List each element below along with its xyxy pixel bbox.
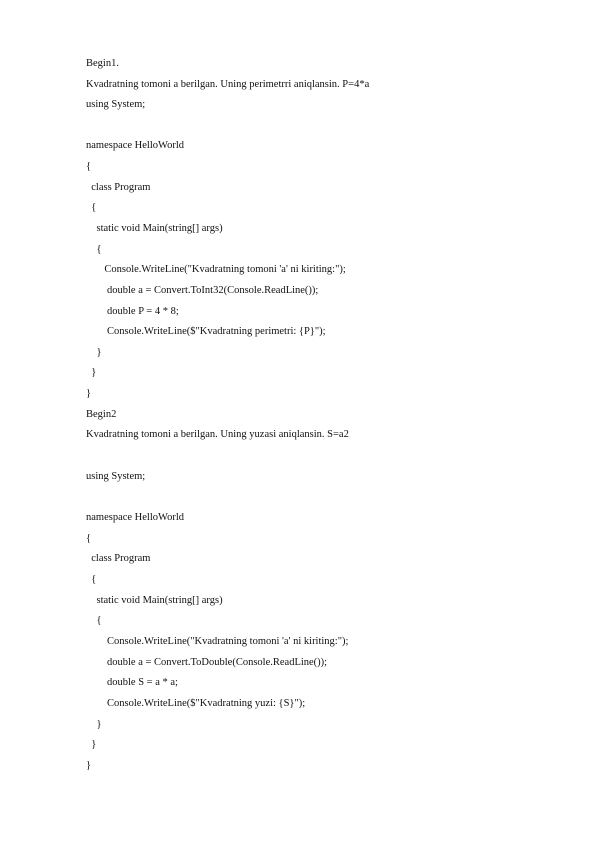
code-line: Console.WriteLine("Kvadratning tomoni 'a' ni kiriting:"); <box>86 264 346 275</box>
code-line: Console.WriteLine($"Kvadratning yuzi: {S}"); <box>86 698 306 709</box>
code-line: Console.WriteLine("Kvadratning tomoni 'a' ni kiriting:"); <box>86 636 349 647</box>
code-line: using System; <box>86 99 146 110</box>
code-line: { <box>86 202 97 213</box>
code-line: } <box>86 347 102 358</box>
code-line: class Program <box>86 553 151 564</box>
code-line: { <box>86 244 102 255</box>
code-line: double P = 4 * 8; <box>86 306 179 317</box>
code-line: double a = Convert.ToInt32(Console.ReadLine()); <box>86 285 319 296</box>
code-line: double S = a * a; <box>86 677 178 688</box>
code-line: { <box>86 574 97 585</box>
code-line: using System; <box>86 471 146 482</box>
code-line: class Program <box>86 182 151 193</box>
code-line: { <box>86 533 92 544</box>
code-line: Console.WriteLine($"Kvadratning perimetri: {P}"); <box>86 326 326 337</box>
code-line: { <box>86 615 102 626</box>
task-title-begin2: Begin2 <box>86 409 117 420</box>
code-line: static void Main(string[] args) <box>86 595 223 606</box>
task-description-2: Kvadratning tomoni a berilgan. Uning yuzasi aniqlansin. S=a2 <box>86 429 349 440</box>
code-line: namespace HelloWorld <box>86 512 184 523</box>
code-line: } <box>86 739 97 750</box>
code-line: } <box>86 388 92 399</box>
code-line: static void Main(string[] args) <box>86 223 223 234</box>
code-line: namespace HelloWorld <box>86 140 184 151</box>
code-line: } <box>86 760 92 771</box>
task-description-1: Kvadratning tomoni a berilgan. Uning perimetrri aniqlansin. P=4*a <box>86 79 370 90</box>
code-line: } <box>86 367 97 378</box>
code-line: double a = Convert.ToDouble(Console.ReadLine()); <box>86 657 328 668</box>
task-title-begin1: Begin1. <box>86 58 119 69</box>
code-line: { <box>86 161 92 172</box>
code-line: } <box>86 719 102 730</box>
